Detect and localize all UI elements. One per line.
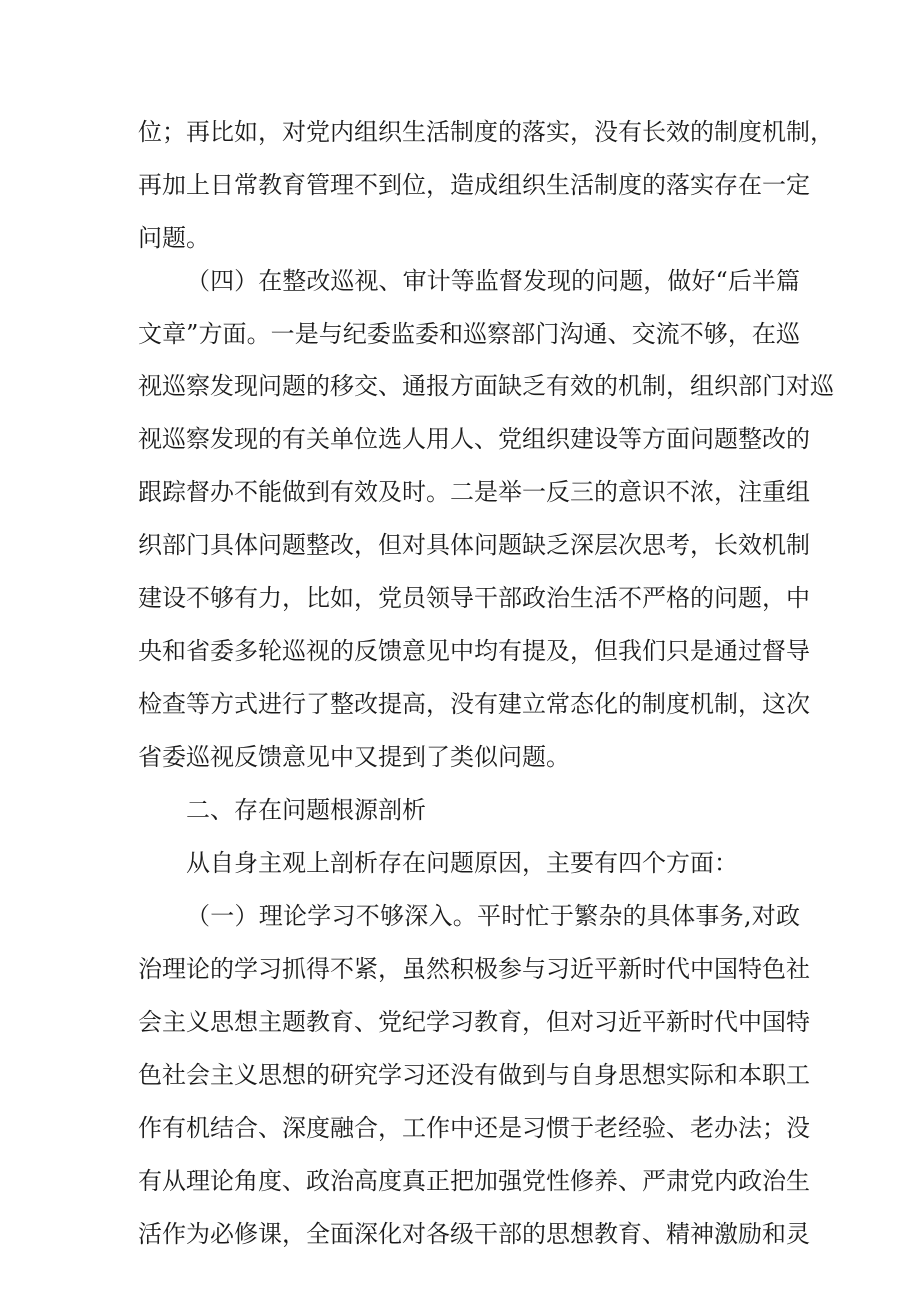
paragraph-continuation-line-3: 问题。 [138,224,210,252]
paragraph-four-line-7: 建设不够有力，比如，党员领导干部政治生活不严格的问题，中 [138,584,810,612]
paragraph-intro: 从自身主观上剖析存在问题原因，主要有四个方面： [186,849,738,877]
paragraph-four-line-10: 省委巡视反馈意见中又提到了类似问题。 [138,743,570,771]
paragraph-four-line-6: 织部门具体问题整改，但对具体问题缺乏深层次思考，长效机制 [138,531,810,559]
paragraph-four-line-9: 检查等方式进行了整改提高，没有建立常态化的制度机制，这次 [138,690,810,718]
paragraph-one-line-6: 有从理论角度、政治高度真正把加强党性修养、严肃党内政治生 [138,1167,810,1195]
paragraph-four-line-2: 文章”方面。一是与纪委监委和巡察部门沟通、交流不够，在巡 [138,320,800,348]
paragraph-continuation-line-2: 再加上日常教育管理不到位，造成组织生活制度的落实存在一定 [138,171,810,199]
paragraph-four-line-5: 跟踪督办不能做到有效及时。二是举一反三的意识不浓，注重组 [138,478,810,506]
paragraph-one-line-3: 会主义思想主题教育、党纪学习教育，但对习近平新时代中国特 [138,1008,810,1036]
paragraph-one-line-7: 活作为必修课，全面深化对各级干部的思想教育、精神激励和灵 [138,1220,810,1248]
paragraph-four-line-8: 央和省委多轮巡视的反馈意见中均有提及，但我们只是通过督导 [138,637,810,665]
paragraph-one-line-1: （一）理论学习不够深入。平时忙于繁杂的具体事务,对政 [186,902,800,930]
section-heading-two: 二、存在问题根源剖析 [186,796,426,824]
paragraph-one-line-4: 色社会主义思想的研究学习还没有做到与自身思想实际和本职工 [138,1061,810,1089]
paragraph-continuation-line-1: 位；再比如，对党内组织生活制度的落实，没有长效的制度机制， [138,118,834,146]
paragraph-four-line-1: （四）在整改巡视、审计等监督发现的问题，做好“后半篇 [186,267,800,295]
paragraph-one-line-5: 作有机结合、深度融合，工作中还是习惯于老经验、老办法；没 [138,1114,810,1142]
paragraph-four-line-3: 视巡察发现问题的移交、通报方面缺乏有效的机制，组织部门对巡 [138,372,834,400]
paragraph-one-line-2: 治理论的学习抓得不紧，虽然积极参与习近平新时代中国特色社 [138,955,810,983]
paragraph-four-line-4: 视巡察发现的有关单位选人用人、党组织建设等方面问题整改的 [138,425,810,453]
